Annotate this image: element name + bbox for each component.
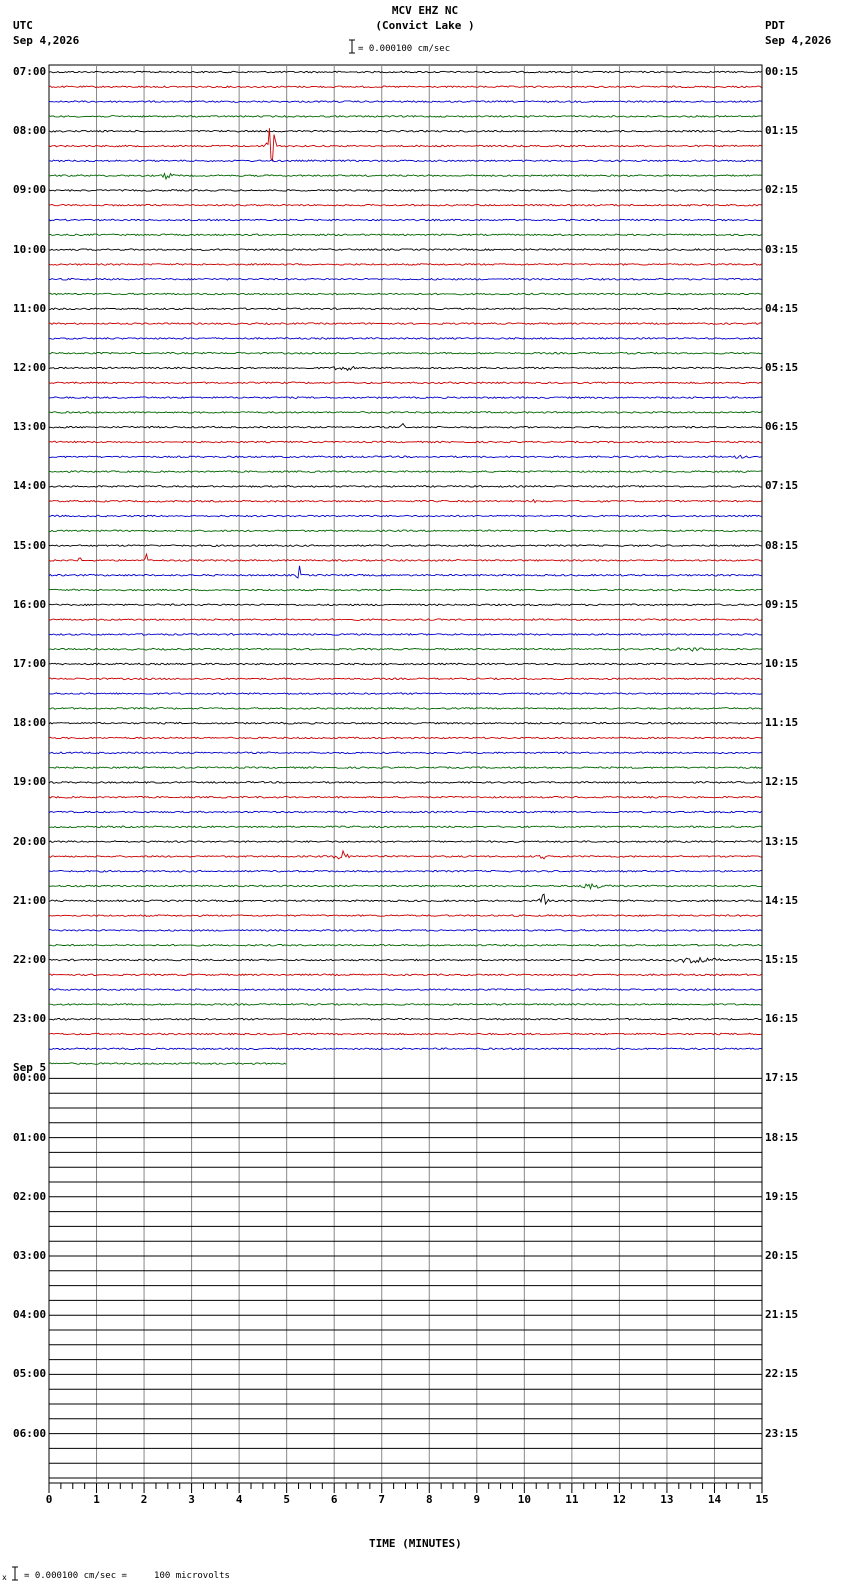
trace-row — [49, 915, 762, 917]
pdt-hour-label: 20:15 — [765, 1249, 799, 1262]
pdt-hour-label: 08:15 — [765, 538, 799, 552]
utc-hour-label: 21:00 — [13, 893, 47, 907]
pdt-hour-label: 12:15 — [765, 775, 799, 789]
trace-row — [49, 234, 762, 236]
trace-row — [49, 554, 762, 561]
pdt-hour-label: 00:15 — [765, 65, 799, 78]
pdt-hour-label: 23:15 — [765, 1426, 799, 1440]
utc-hour-label: 18:00 — [13, 716, 47, 730]
trace-row — [49, 500, 762, 503]
utc-hour-label: 02:00 — [13, 1189, 47, 1203]
trace-row — [49, 752, 762, 754]
pdt-hour-label: 19:15 — [765, 1189, 799, 1203]
utc-hour-label: 16:00 — [13, 597, 47, 611]
pdt-hour-label: 18:15 — [765, 1130, 799, 1144]
trace-row — [49, 130, 762, 132]
pdt-date: Sep 4,2026 — [765, 34, 832, 47]
utc-hour-label: 20:00 — [13, 834, 47, 848]
footer-scale-label: = 0.000100 cm/sec = 100 microvolts — [24, 1571, 230, 1581]
trace-row — [49, 974, 762, 976]
station-location: (Convict Lake ) — [375, 19, 475, 32]
pdt-hour-label: 22:15 — [765, 1367, 799, 1381]
station-title: MCV EHZ NC — [391, 4, 459, 17]
trace-row — [49, 634, 762, 636]
trace-row — [49, 870, 762, 872]
pdt-hour-label: 06:15 — [765, 420, 799, 434]
pdt-hour-label: 21:15 — [765, 1308, 799, 1322]
header-scale-label: = 0.000100 cm/sec — [358, 44, 451, 54]
utc-hour-label: 00:00 — [13, 1071, 47, 1085]
trace-row — [49, 737, 762, 739]
pdt-hour-label: 07:15 — [765, 479, 799, 493]
x-tick-label: 11 — [565, 1493, 579, 1506]
x-tick-label: 7 — [378, 1493, 386, 1506]
x-tick-label: 10 — [517, 1493, 531, 1506]
trace-row — [49, 589, 762, 591]
trace-row — [49, 894, 762, 904]
utc-hour-label: 17:00 — [13, 657, 47, 670]
pdt-label: PDT — [765, 19, 785, 32]
trace-row — [49, 515, 762, 517]
trace-row — [49, 545, 762, 547]
trace-row — [49, 663, 762, 665]
trace-row — [49, 648, 762, 651]
trace-row — [49, 128, 762, 161]
trace-row — [49, 424, 762, 428]
x-tick-label: 0 — [45, 1493, 53, 1506]
trace-row — [49, 486, 762, 488]
utc-hour-label: 14:00 — [13, 479, 47, 493]
utc-hour-label: 12:00 — [13, 361, 47, 374]
trace-row — [49, 174, 762, 180]
x-tick-label: 1 — [93, 1493, 100, 1506]
x-tick-label: 12 — [612, 1493, 627, 1506]
seismic-traces — [49, 71, 762, 1478]
trace-row — [49, 412, 762, 414]
pdt-hour-label: 14:15 — [765, 893, 799, 907]
x-tick-label: 2 — [140, 1493, 148, 1506]
trace-row — [49, 366, 762, 370]
utc-hour-label: 15:00 — [13, 538, 47, 552]
utc-hour-label: 05:00 — [13, 1367, 47, 1381]
trace-row — [49, 678, 762, 680]
pdt-hour-label: 15:15 — [765, 953, 799, 966]
utc-hour-label: 23:00 — [13, 1012, 47, 1026]
trace-row — [49, 308, 762, 310]
trace-row — [49, 851, 762, 859]
trace-row — [49, 116, 762, 118]
trace-row — [49, 604, 762, 606]
trace-row — [49, 989, 762, 991]
trace-row — [49, 249, 762, 251]
pdt-hour-label: 02:15 — [765, 183, 799, 197]
utc-label: UTC — [13, 19, 33, 32]
trace-row — [49, 693, 762, 695]
trace-row — [49, 293, 762, 295]
footer-mark: x — [2, 1573, 7, 1582]
trace-row — [49, 204, 762, 206]
x-axis-label: TIME (MINUTES) — [369, 1537, 462, 1550]
trace-row — [49, 1033, 762, 1035]
x-tick-label: 15 — [755, 1493, 769, 1506]
trace-row — [49, 278, 762, 280]
trace-row — [49, 1063, 286, 1065]
trace-row — [49, 352, 762, 354]
utc-date: Sep 4,2026 — [13, 34, 80, 47]
pdt-hour-label: 03:15 — [765, 242, 799, 256]
pdt-hour-label: 01:15 — [765, 124, 799, 138]
trace-row — [49, 86, 762, 88]
utc-hour-label: 10:00 — [13, 242, 47, 256]
utc-hour-label: 13:00 — [13, 420, 47, 434]
x-tick-label: 3 — [188, 1493, 195, 1506]
x-tick-label: 6 — [330, 1493, 338, 1506]
pdt-hour-label: 10:15 — [765, 657, 799, 670]
trace-row — [49, 841, 762, 843]
utc-hour-label: 01:00 — [13, 1130, 47, 1144]
trace-row — [49, 101, 762, 103]
x-tick-label: 5 — [283, 1493, 290, 1506]
trace-row — [49, 471, 762, 473]
trace-row — [49, 219, 762, 221]
trace-row — [49, 944, 762, 946]
trace-row — [49, 397, 762, 399]
utc-hour-label: 06:00 — [13, 1426, 47, 1440]
trace-row — [49, 530, 762, 532]
trace-row — [49, 190, 762, 192]
trace-row — [49, 323, 762, 325]
trace-row — [49, 1048, 762, 1050]
pdt-hour-label: 05:15 — [765, 361, 799, 374]
x-tick-label: 8 — [425, 1493, 433, 1506]
utc-hour-label: 03:00 — [13, 1249, 47, 1262]
trace-row — [49, 930, 762, 932]
pdt-hour-label: 13:15 — [765, 834, 799, 848]
utc-hour-label: 08:00 — [13, 124, 47, 138]
trace-row — [49, 708, 762, 710]
trace-row — [49, 826, 762, 828]
trace-row — [49, 619, 762, 621]
time-axis — [12, 40, 769, 1580]
trace-row — [49, 338, 762, 340]
utc-hour-label: 19:00 — [13, 775, 47, 789]
trace-row — [49, 382, 762, 384]
trace-row — [49, 264, 762, 266]
trace-row — [49, 767, 762, 769]
date-change-label: Sep 5 — [13, 1061, 47, 1074]
trace-row — [49, 1004, 762, 1006]
pdt-hour-label: 11:15 — [765, 716, 799, 730]
utc-hour-label: 09:00 — [13, 183, 47, 197]
trace-row — [49, 782, 762, 784]
x-tick-label: 13 — [660, 1493, 674, 1506]
trace-row — [49, 160, 762, 162]
trace-row — [49, 455, 762, 458]
pdt-hour-label: 17:15 — [765, 1071, 799, 1085]
pdt-hour-label: 09:15 — [765, 597, 799, 611]
x-tick-label: 4 — [235, 1493, 243, 1506]
utc-hour-label: 04:00 — [13, 1308, 47, 1322]
trace-row — [49, 1018, 762, 1020]
trace-row — [49, 958, 762, 963]
trace-row — [49, 71, 762, 73]
trace-row — [49, 796, 762, 798]
pdt-hour-label: 04:15 — [765, 301, 799, 315]
utc-hour-label: 11:00 — [13, 301, 47, 315]
x-tick-label: 14 — [707, 1493, 722, 1506]
x-tick-label: 9 — [473, 1493, 481, 1506]
trace-row — [49, 884, 762, 889]
trace-row — [49, 811, 762, 813]
trace-row — [49, 566, 762, 578]
utc-hour-label: 07:00 — [13, 65, 47, 78]
trace-row — [49, 441, 762, 443]
pdt-hour-label: 16:15 — [765, 1012, 799, 1026]
trace-row — [49, 722, 762, 724]
utc-hour-label: 22:00 — [13, 953, 47, 966]
